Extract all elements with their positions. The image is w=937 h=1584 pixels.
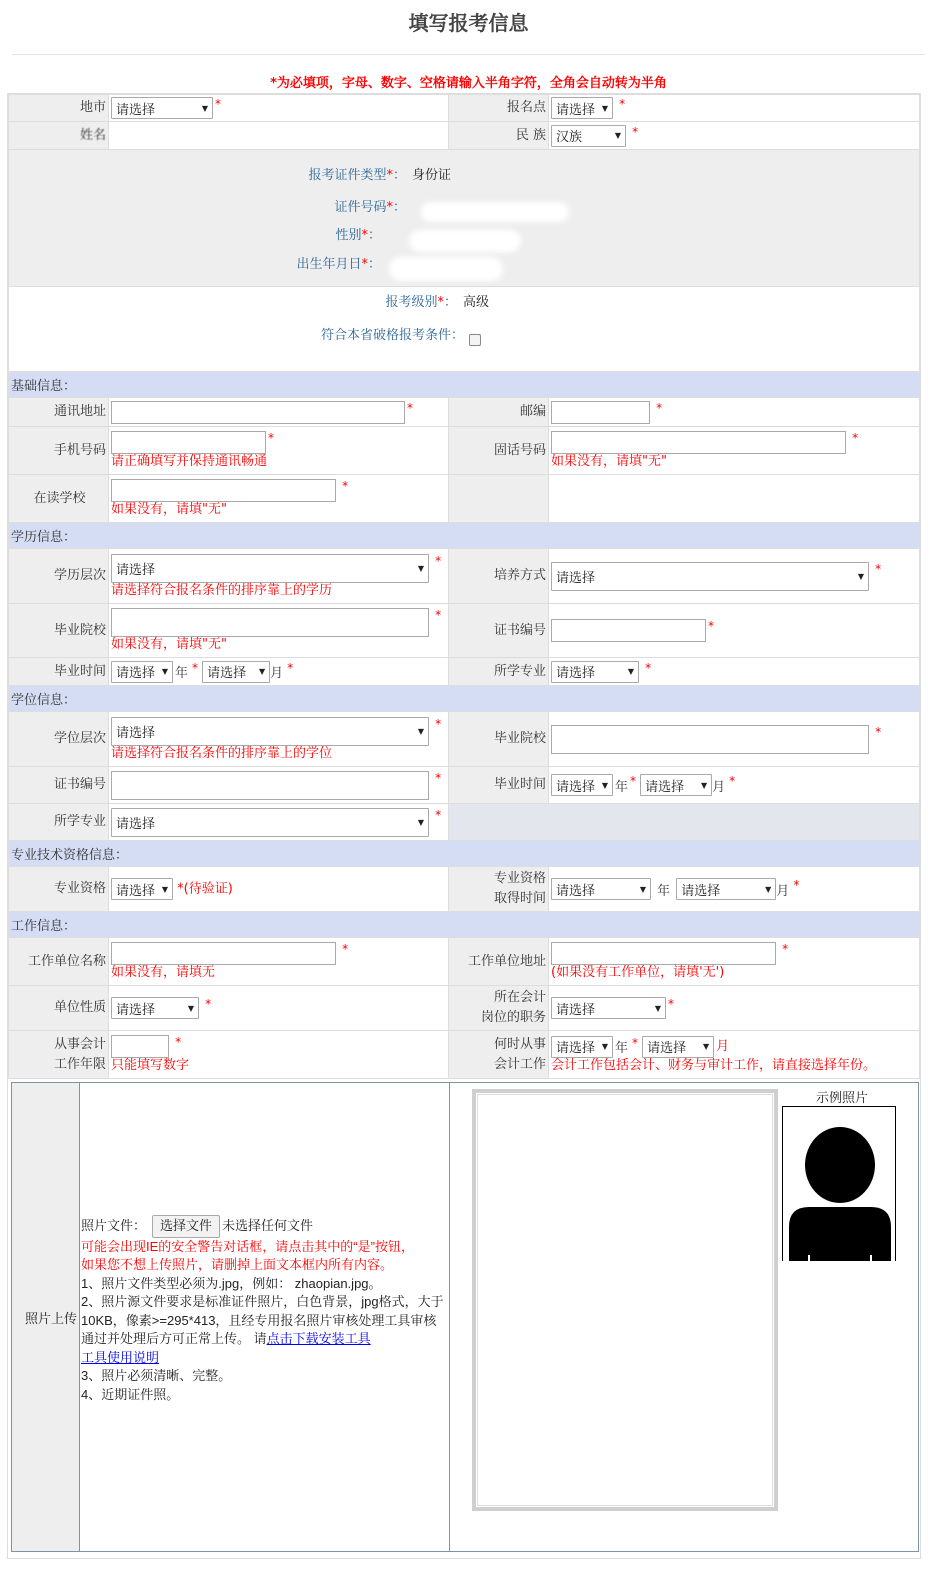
degree-major-value: 请选择 <box>116 816 156 832</box>
photo-rule-4: 4、近期证件照。 <box>81 1386 180 1402</box>
required-star: * <box>656 400 663 415</box>
qualification-year-value: 请选择 <box>556 883 596 899</box>
chevron-down-icon: ▼ <box>857 571 864 581</box>
required-star: * <box>287 660 294 675</box>
edu-major-select[interactable] <box>551 661 639 683</box>
section-work: 工作信息： <box>9 912 920 938</box>
name-value <box>109 122 449 150</box>
chevron-down-icon: ▼ <box>614 131 621 140</box>
ethnicity-select-value: 汉族 <box>556 130 583 145</box>
section-degree: 学位信息： <box>9 686 920 712</box>
month-unit: 月 <box>716 1039 730 1054</box>
chevron-down-icon: ▼ <box>601 780 608 790</box>
birth-redacted <box>389 257 503 281</box>
section-basic-info: 基础信息： <box>9 372 920 398</box>
chevron-down-icon: ▼ <box>639 884 646 894</box>
exam-level-label: 报考级别*： <box>385 295 457 310</box>
degree-level-select[interactable] <box>111 717 429 746</box>
mobile-input[interactable] <box>111 431 266 454</box>
exam-level-value: 高级 <box>463 295 490 310</box>
required-star: * <box>175 1035 182 1049</box>
edu-major-label: 所学专业 <box>449 658 549 686</box>
school-hint: 如果没有，请填"无" <box>111 502 227 517</box>
file-label: 照片文件： <box>81 1218 147 1233</box>
tool-manual-link[interactable]: 工具使用说明 <box>81 1349 160 1365</box>
year-unit: 年 <box>175 666 189 681</box>
edu-grad-time-label: 毕业时间 <box>9 658 109 686</box>
file-row <box>81 1215 447 1238</box>
degree-major-select[interactable] <box>111 808 429 837</box>
required-star: * <box>875 561 882 576</box>
required-star: * <box>435 608 442 622</box>
qualification-pending: *(待验证) <box>177 881 233 897</box>
mobile-label: 手机号码 <box>9 427 109 475</box>
degree-level-label: 学位层次 <box>9 712 109 767</box>
name-label-text: 姓名 <box>79 127 106 143</box>
chevron-down-icon: ▼ <box>417 726 424 736</box>
id-type-value: 身份证 <box>412 168 452 183</box>
required-star: * <box>632 124 639 139</box>
edu-level-select[interactable] <box>111 554 429 583</box>
sample-photo <box>782 1106 896 1261</box>
edu-school-label: 毕业院校 <box>9 604 109 658</box>
required-star: * <box>435 553 442 568</box>
chevron-down-icon: ▼ <box>703 1042 710 1051</box>
qualification-time-label: 专业资格 取得时间 <box>449 867 549 912</box>
chevron-down-icon: ▼ <box>201 103 208 113</box>
unit-name-label: 工作单位名称 <box>9 938 109 986</box>
photo-upload-label: 照片上传 <box>12 1083 80 1551</box>
position-label: 所在会计 岗位的职务 <box>449 986 549 1031</box>
degree-school-input[interactable] <box>551 725 869 754</box>
edu-school-input[interactable] <box>111 608 429 637</box>
required-star: * <box>215 97 221 111</box>
required-star: * <box>342 942 349 956</box>
required-star: * <box>435 807 442 822</box>
school-label: 在读学校 <box>9 475 109 523</box>
registration-form <box>7 93 921 1559</box>
gender-redacted <box>409 230 521 252</box>
year-unit: 年 <box>615 1041 629 1056</box>
photo-upload-section <box>11 1082 919 1552</box>
chevron-down-icon: ▼ <box>601 1042 608 1051</box>
qualification-value: 请选择 <box>116 883 156 899</box>
site-select-value: 请选择 <box>556 102 596 118</box>
edu-level-hint: 请选择符合报名条件的排序靠上的学历 <box>111 582 333 598</box>
position-select[interactable] <box>551 997 666 1019</box>
edu-mode-value: 请选择 <box>556 570 596 586</box>
degree-grad-time-label: 毕业时间 <box>449 767 549 804</box>
id-number-label: 证件号码*： <box>334 200 406 215</box>
degree-level-value: 请选择 <box>116 725 156 741</box>
exception-checkbox[interactable] <box>469 334 481 346</box>
exception-label: 符合本省破格报考条件： <box>320 328 464 343</box>
edu-grad-month-select[interactable] <box>202 661 270 683</box>
id-number-redacted <box>421 202 569 222</box>
chevron-down-icon: ▼ <box>627 667 634 676</box>
address-input[interactable] <box>111 401 405 424</box>
city-select[interactable] <box>111 97 213 119</box>
required-star: * <box>205 997 212 1011</box>
identity-block <box>9 150 920 287</box>
edu-school-hint: 如果没有，请填"无" <box>111 637 227 652</box>
required-star: * <box>782 942 789 956</box>
since-label: 何时从事 会计工作 <box>449 1031 549 1079</box>
chevron-down-icon: ▼ <box>417 563 424 573</box>
qualification-select[interactable] <box>111 878 173 900</box>
year-unit: 年 <box>657 883 671 899</box>
mobile-hint: 请正确填写并保持通讯畅通 <box>111 454 268 469</box>
required-star: * <box>668 997 674 1011</box>
delete-warning: 如果您不想上传照片，请删掉上面文本框内所有内容。 <box>81 1257 394 1272</box>
month-unit: 月 <box>712 779 726 795</box>
site-label: 报名点 <box>449 95 549 122</box>
degree-cert-label: 证书编号 <box>9 767 109 804</box>
address-label: 通讯地址 <box>9 398 109 427</box>
required-star: * <box>619 97 626 111</box>
level-block <box>9 287 920 372</box>
phone-hint: 如果没有，请填"无" <box>551 454 667 469</box>
unit-type-label: 单位性质 <box>9 986 109 1031</box>
degree-level-hint: 请选择符合报名条件的排序靠上的学位 <box>111 745 333 761</box>
chevron-down-icon: ▼ <box>259 667 266 676</box>
unit-name-hint: 如果没有，请填无 <box>111 965 216 980</box>
id-type-label: 报考证件类型*： <box>308 168 406 183</box>
degree-grad-year-value: 请选择 <box>556 779 596 795</box>
photo-instructions <box>80 1083 450 1551</box>
unit-type-select[interactable] <box>111 997 199 1019</box>
since-month-select[interactable] <box>642 1036 714 1058</box>
sample-photo-title: 示例照片 <box>815 1091 868 1106</box>
photo-preview-area <box>450 1083 918 1551</box>
chevron-down-icon: ▼ <box>161 884 168 894</box>
edu-level-value: 请选择 <box>116 562 156 578</box>
photo-rule-2: 2、照片源文件要求是标准证件照片，白色背景，jpg格式，大于10KB，像素>=295*413，且经专用报名照片审核处理工具审核通过并处理后方可正常上传。 请点击下载安装工具 工具使用说明 <box>81 1294 444 1365</box>
since-hint: 会计工作包括会计、财务与审计工作，请直接选择年份。 <box>551 1057 877 1073</box>
ie-warning: 可能会出现IE的安全警告对话框，请点击其中的“是”按钮， <box>81 1238 414 1254</box>
month-unit: 月 <box>270 666 284 681</box>
years-label: 从事会计 工作年限 <box>9 1031 109 1079</box>
edu-level-label: 学历层次 <box>9 549 109 604</box>
edu-grad-month-value: 请选择 <box>207 666 247 681</box>
chevron-down-icon: ▼ <box>161 667 168 676</box>
phone-label: 固话号码 <box>449 427 549 475</box>
since-year-value: 请选择 <box>556 1041 596 1056</box>
qualification-month-value: 请选择 <box>681 883 721 899</box>
degree-grad-month-select[interactable] <box>640 774 712 796</box>
unit-addr-hint: (如果没有工作单位，请填'无') <box>551 965 725 980</box>
required-star: * <box>729 774 736 788</box>
chevron-down-icon: ▼ <box>654 1003 661 1013</box>
degree-major-label: 所学专业 <box>9 804 109 841</box>
required-star: * <box>407 400 413 415</box>
city-label: 地市 <box>9 95 109 122</box>
edu-mode-select[interactable] <box>551 562 869 591</box>
required-star: * <box>342 479 349 493</box>
empty-cell <box>449 475 549 523</box>
required-star: * <box>875 724 882 739</box>
page-title: 填写报考信息 <box>408 11 529 35</box>
required-star: * <box>192 660 199 675</box>
person-silhouette-icon <box>783 1107 896 1261</box>
chevron-down-icon: ▼ <box>601 103 608 113</box>
unit-name-input[interactable] <box>111 942 336 965</box>
chevron-down-icon: ▼ <box>701 780 708 790</box>
section-qualification: 专业技术资格信息： <box>9 841 920 867</box>
section-education: 学历信息： <box>9 523 920 549</box>
photo-rule-3: 3、照片必须清晰、完整。 <box>81 1368 232 1383</box>
edu-cert-input[interactable] <box>551 619 706 642</box>
chevron-down-icon: ▼ <box>765 884 772 894</box>
chevron-down-icon: ▼ <box>417 817 424 827</box>
photo-rule-1: 1、照片文件类型必须为.jpg，例如： zhaopian.jpg。 <box>81 1275 382 1291</box>
edu-grad-year-select[interactable] <box>111 661 173 683</box>
since-year-select[interactable] <box>551 1036 613 1058</box>
years-hint: 只能填写数字 <box>111 1058 190 1073</box>
gender-label: 性别*： <box>335 228 381 243</box>
ethnicity-label: 民 族 <box>449 122 549 150</box>
degree-cert-input[interactable] <box>111 771 429 800</box>
edu-mode-label: 培养方式 <box>449 549 549 604</box>
unit-addr-label: 工作单位地址 <box>449 938 549 986</box>
degree-school-label: 毕业院校 <box>449 712 549 767</box>
required-star: * <box>435 716 442 731</box>
empty-cell <box>449 804 920 841</box>
postcode-input[interactable] <box>551 401 650 424</box>
site-select[interactable] <box>551 97 613 119</box>
city-select-value: 请选择 <box>116 102 156 118</box>
phone-input[interactable] <box>551 431 846 454</box>
qualification-label: 专业资格 <box>9 867 109 912</box>
qualification-year-select[interactable] <box>551 878 651 900</box>
photo-preview-box <box>472 1089 778 1511</box>
unit-addr-input[interactable] <box>551 942 776 965</box>
degree-grad-month-value: 请选择 <box>645 779 685 795</box>
file-status: 未选择任何文件 <box>222 1218 314 1233</box>
qualification-month-select[interactable] <box>676 878 776 900</box>
month-unit: 月 <box>776 883 790 899</box>
required-star: * <box>852 431 859 445</box>
ethnicity-select[interactable] <box>551 125 626 147</box>
years-input[interactable] <box>111 1035 169 1058</box>
required-notice: *为必填项，字母、数字、空格请输入半角字符，全角会自动转为半角 <box>270 76 667 91</box>
edu-cert-label: 证书编号 <box>449 604 549 658</box>
choose-file-button[interactable]: 选择文件 <box>152 1215 220 1238</box>
name-label <box>9 122 109 150</box>
edu-major-value: 请选择 <box>556 666 596 681</box>
unit-type-value: 请选择 <box>116 1002 156 1018</box>
since-month-value: 请选择 <box>647 1041 687 1056</box>
required-star: * <box>793 878 800 892</box>
required-star: * <box>435 770 442 785</box>
birth-label: 出生年月日*： <box>296 257 381 272</box>
year-unit: 年 <box>615 779 629 795</box>
download-tool-link[interactable]: 点击下载安装工具 <box>266 1331 371 1346</box>
required-star: * <box>708 619 714 633</box>
position-value: 请选择 <box>556 1002 596 1018</box>
degree-grad-year-select[interactable] <box>551 774 613 796</box>
required-star: * <box>645 660 652 675</box>
school-input[interactable] <box>111 479 336 502</box>
required-star: * <box>268 431 274 445</box>
title-divider <box>12 54 925 55</box>
empty-cell <box>549 475 920 523</box>
postcode-label: 邮编 <box>449 398 549 427</box>
required-star: * <box>630 774 637 788</box>
edu-grad-year-value: 请选择 <box>116 666 156 681</box>
required-star: * <box>632 1035 639 1050</box>
chevron-down-icon: ▼ <box>187 1003 194 1013</box>
